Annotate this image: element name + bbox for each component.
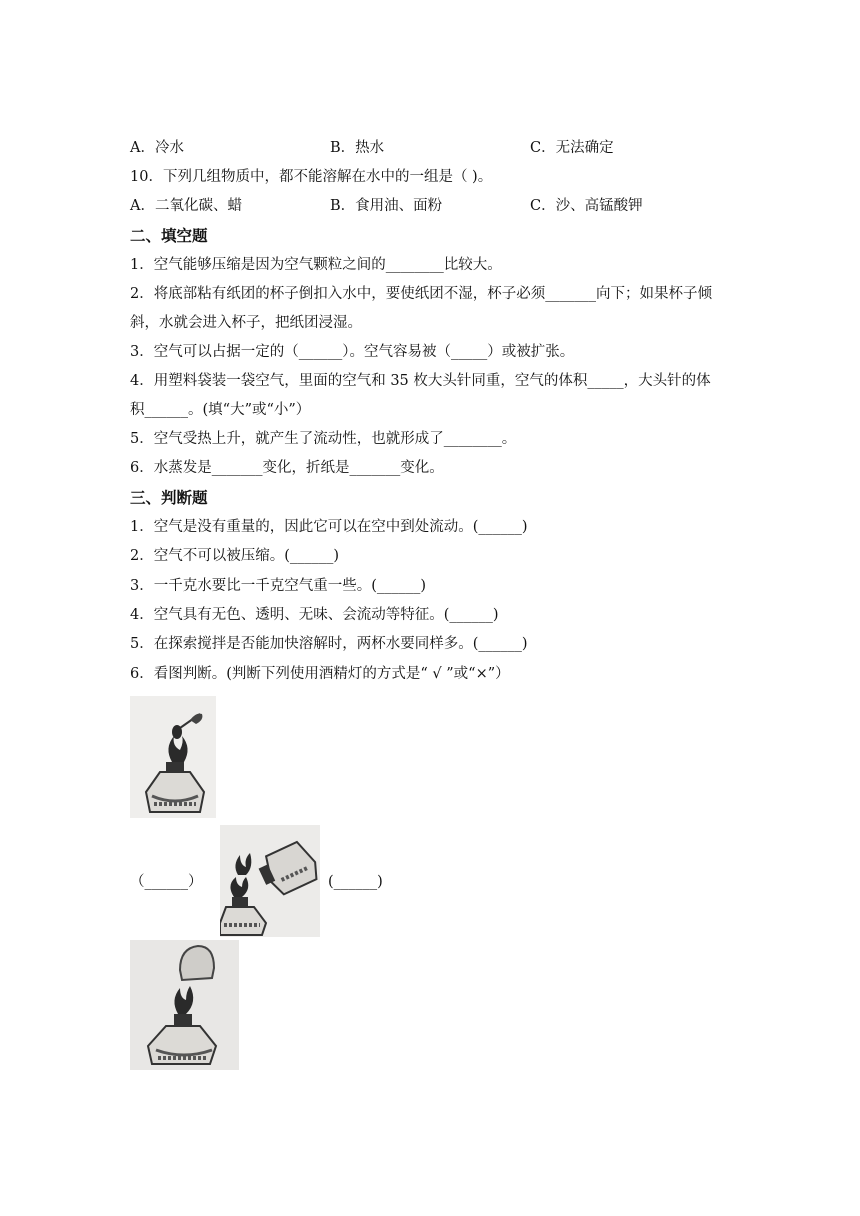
q9-option-a: A．冷水 xyxy=(130,140,184,156)
judge-item-5: 5．在探索搅拌是否能加快溶解时，两杯水要同样多。(______) xyxy=(130,636,528,652)
figure-blank-left[interactable]: （______） xyxy=(130,874,203,890)
fill-item-1: 1．空气能够压缩是因为空气颗粒之间的________比较大。 xyxy=(130,257,502,273)
q10-option-c: C．沙、高锰酸钾 xyxy=(530,198,643,214)
figure-blank-right[interactable]: (______) xyxy=(328,874,383,890)
judge-item-1: 1．空气是没有重量的，因此它可以在空中到处流动。(______) xyxy=(130,519,528,535)
alcohol-lamp-figure-1 xyxy=(130,696,216,818)
fill-item-4: 4．用塑料袋装一袋空气，里面的空气和 35 枚大头针同重，空气的体积_____，大头针的体 xyxy=(130,373,711,389)
fill-item-3: 3．空气可以占据一定的（______）。空气容易被（_____）或被扩张。 xyxy=(130,344,575,360)
judge-section-title: 三、判断题 xyxy=(130,489,208,507)
fill-item-2-cont: 斜，水就会进入杯子，把纸团浸湿。 xyxy=(130,315,362,331)
alcohol-lamp-figure-3 xyxy=(130,940,239,1070)
fill-item-4-cont: 积______。(填“大”或“小”） xyxy=(130,402,311,418)
q10-option-a: A．二氧化碳、蜡 xyxy=(130,198,242,214)
judge-item-2: 2．空气不可以被压缩。(______) xyxy=(130,548,340,564)
q10-stem: 10．下列几组物质中，都不能溶解在水中的一组是（ )。 xyxy=(130,169,493,185)
fill-item-6: 6．水蒸发是_______变化，折纸是_______变化。 xyxy=(130,460,444,476)
q9-option-b: B．热水 xyxy=(330,140,385,156)
judge-item-6: 6．看图判断。(判断下列使用酒精灯的方式是“ √ ”或“×”） xyxy=(130,666,510,682)
q10-option-b: B．食用油、面粉 xyxy=(330,198,443,214)
fill-item-2: 2．将底部粘有纸团的杯子倒扣入水中，要使纸团不湿，杯子必须_______向下；如果杯子倾 xyxy=(130,286,712,302)
alcohol-lamp-figure-2 xyxy=(220,825,320,937)
fill-item-5: 5．空气受热上升，就产生了流动性，也就形成了________。 xyxy=(130,431,517,447)
judge-item-3: 3．一千克水要比一千克空气重一些。(______) xyxy=(130,578,427,594)
q9-option-c: C．无法确定 xyxy=(530,140,614,156)
judge-item-4: 4．空气具有无色、透明、无味、会流动等特征。(______) xyxy=(130,607,499,623)
fill-section-title: 二、填空题 xyxy=(130,227,208,245)
